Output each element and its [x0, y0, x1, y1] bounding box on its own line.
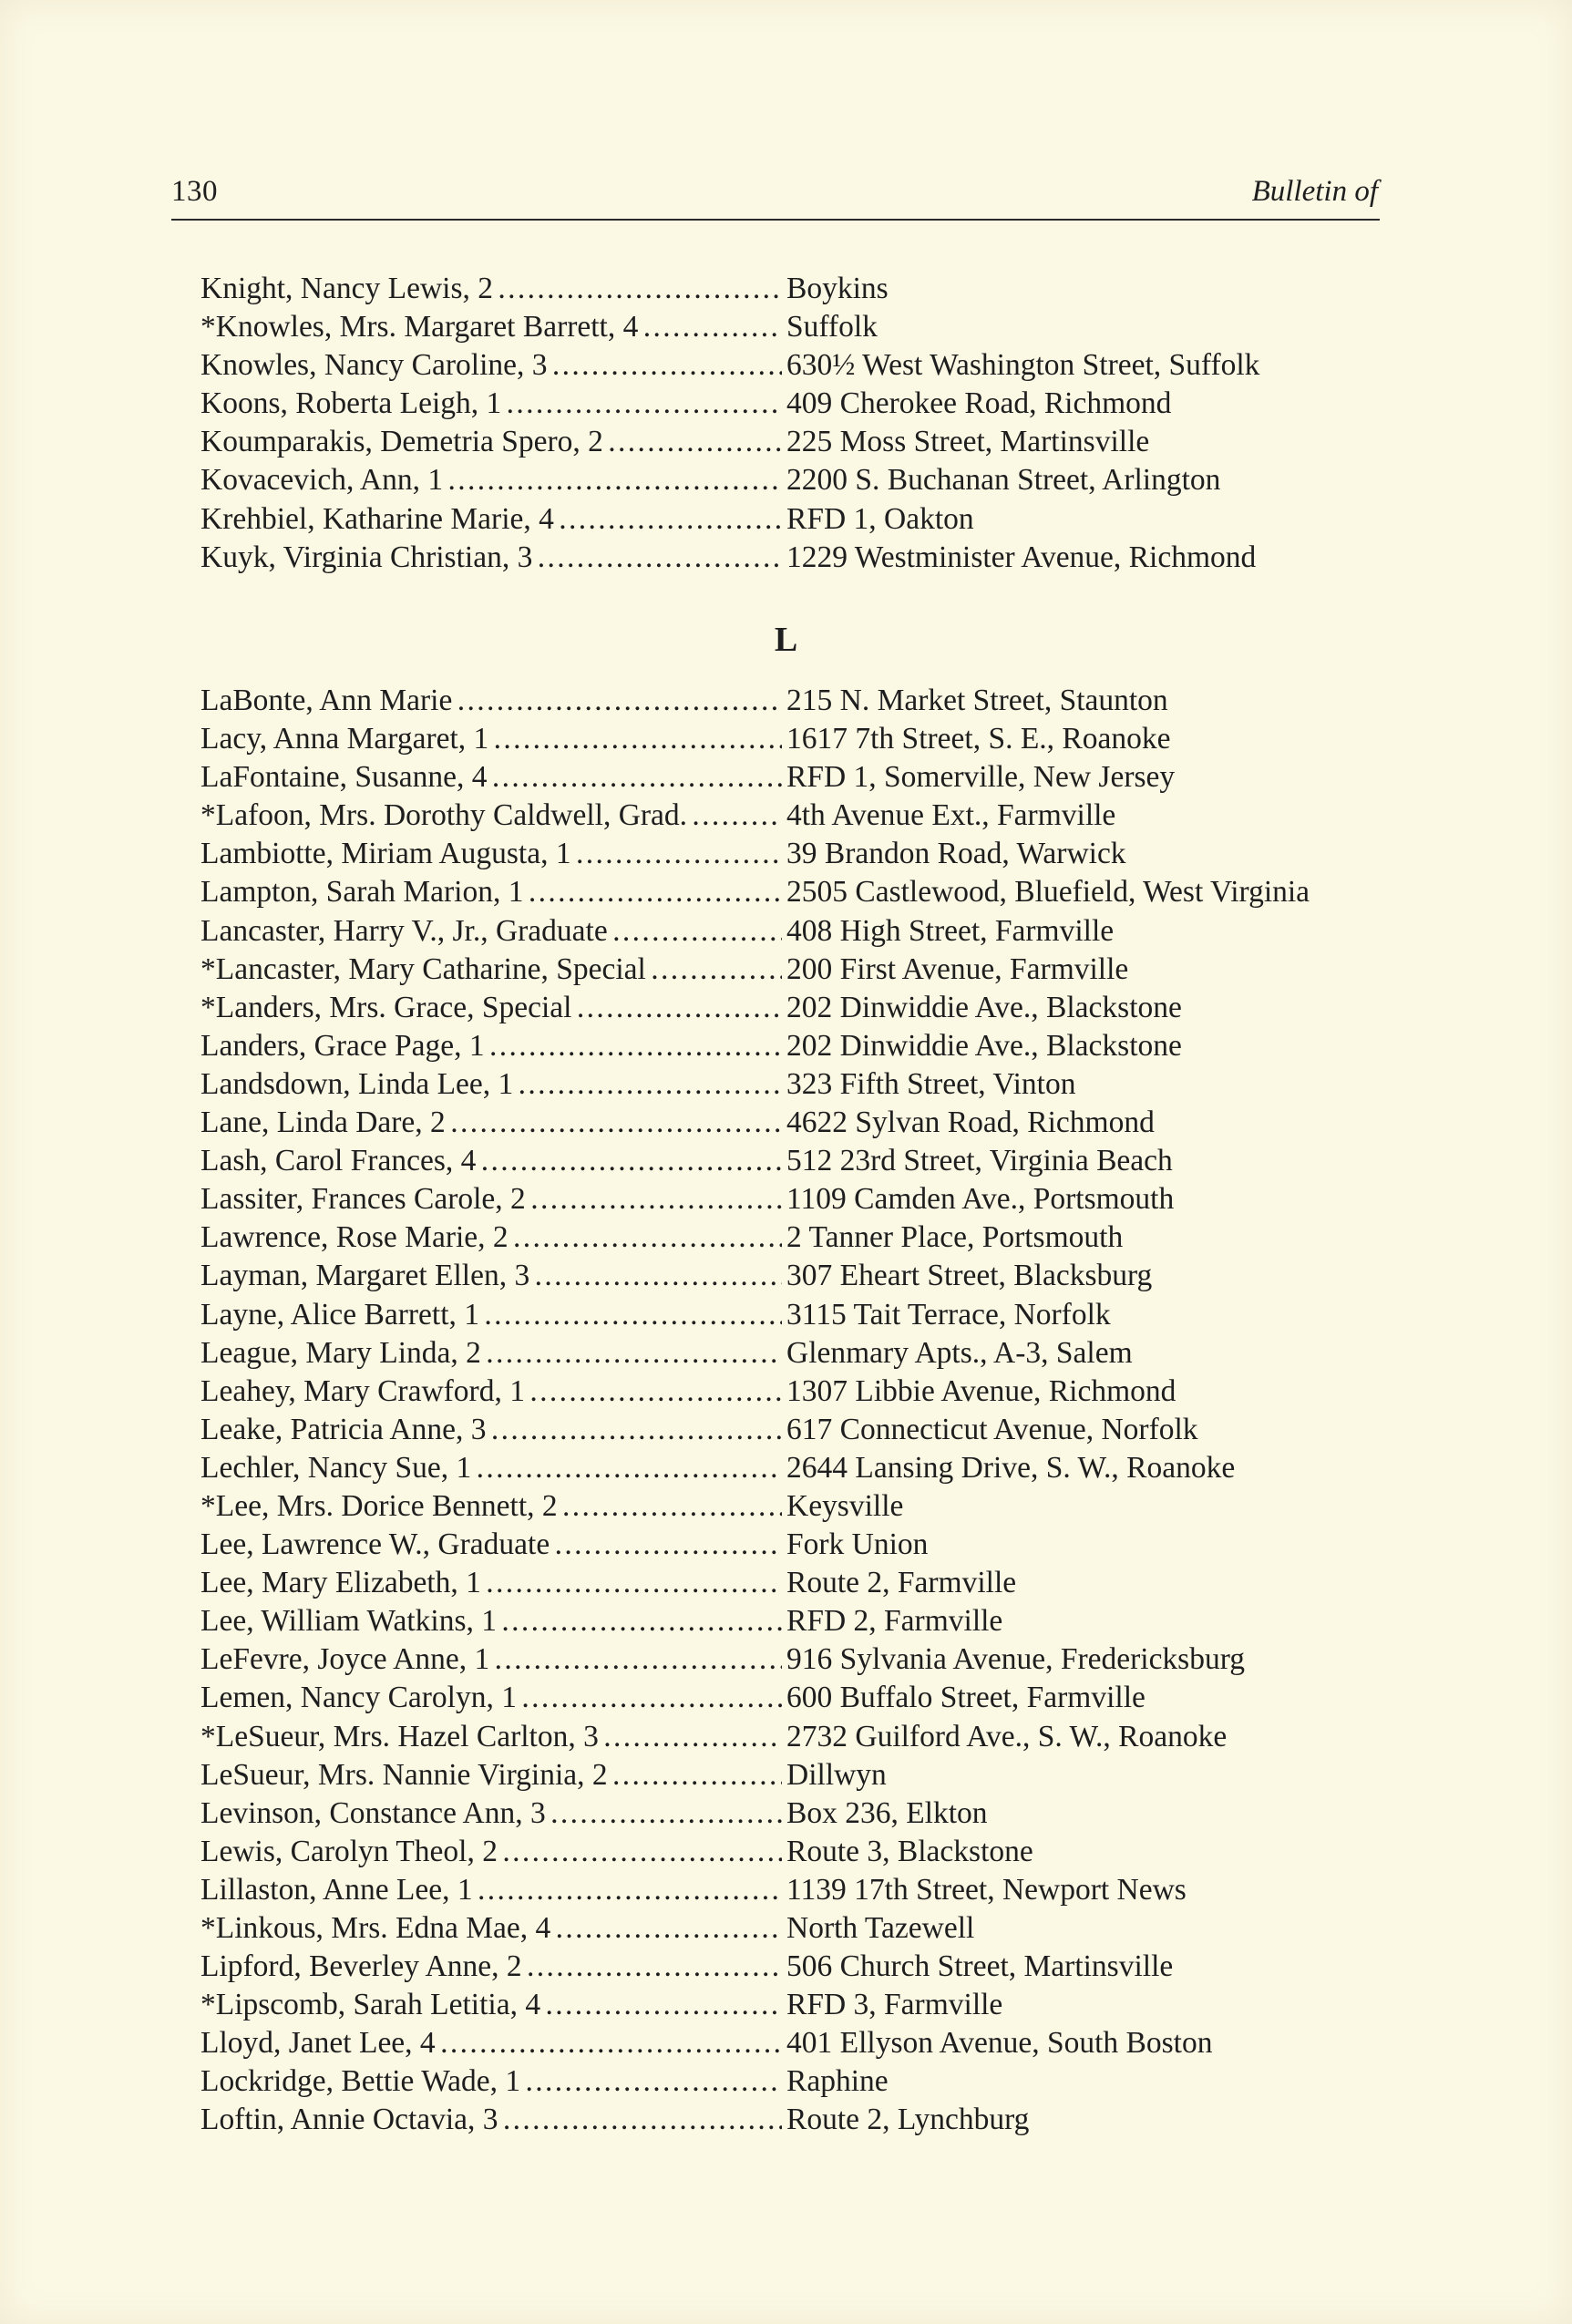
- entry-address: 2 Tanner Place, Portsmouth: [786, 1220, 1124, 1255]
- entry-name-text: Kuyk, Virginia Christian, 3: [200, 540, 533, 574]
- entry-name: [200, 1909, 782, 1948]
- directory-entry: [200, 385, 1403, 423]
- entry-address: Boykins: [786, 272, 889, 305]
- entry-name-text: LeSueur, Mrs. Nannie Virginia, 2: [200, 1757, 608, 1792]
- directory-section-k: [200, 270, 1403, 577]
- entry-address: 2505 Castlewood, Bluefield, West Virginia: [786, 875, 1310, 910]
- entry-name: [200, 461, 782, 499]
- entry-address: 408 High Street, Farmville: [786, 913, 1115, 948]
- entry-name: [200, 1986, 782, 2024]
- entry-name-text: Lockridge, Bettie Wade, 1: [200, 2064, 521, 2099]
- entry-name: [200, 346, 782, 385]
- directory-entry: [200, 308, 1403, 346]
- entry-name: [200, 1602, 782, 1640]
- directory-entry: [200, 1526, 1403, 1564]
- running-head: Bulletin of: [1251, 175, 1378, 208]
- entry-name-text: Lancaster, Harry V., Jr., Graduate: [200, 913, 608, 948]
- entry-address: Route 2, Lynchburg: [786, 2103, 1030, 2137]
- entry-name: [200, 2062, 782, 2101]
- directory-entry: [200, 720, 1403, 758]
- entry-address: 2200 S. Buchanan Street, Arlington: [786, 463, 1221, 498]
- entry-name-text: Levinson, Constance Ann, 3: [200, 1795, 546, 1830]
- entry-name: [200, 1180, 782, 1219]
- entry-name: [200, 1756, 782, 1794]
- entry-name-text: Kovacevich, Ann, 1: [200, 463, 444, 498]
- entry-address: Route 3, Blackstone: [786, 1834, 1033, 1868]
- section-letter-heading-wrap: [0, 620, 1572, 665]
- directory-entry: [200, 989, 1403, 1027]
- entry-name-text: Lewis, Carolyn Theol, 2: [200, 1834, 498, 1868]
- directory-entry: [200, 539, 1403, 577]
- entry-name-text: *Lipscomb, Sarah Letitia, 4: [200, 1988, 541, 2022]
- page-number: 130: [171, 175, 218, 208]
- entry-address: Box 236, Elkton: [786, 1795, 988, 1830]
- entry-name: [200, 1219, 782, 1257]
- entry-address: Route 2, Farmville: [786, 1566, 1017, 1600]
- entry-name: [200, 1871, 782, 1909]
- entry-name-text: Lawrence, Rose Marie, 2: [200, 1220, 509, 1255]
- entry-name-text: Krehbiel, Katharine Marie, 4: [200, 501, 554, 536]
- entry-name-text: Lipford, Beverley Anne, 2: [200, 1949, 522, 1984]
- entry-name: [200, 1718, 782, 1756]
- entry-name-text: Lee, William Watkins, 1: [200, 1604, 498, 1639]
- directory-entry: [200, 1833, 1403, 1871]
- entry-name: [200, 385, 782, 423]
- entry-name: [200, 758, 782, 797]
- entry-address: RFD 3, Farmville: [786, 1988, 1003, 2022]
- entry-name: [200, 1948, 782, 1986]
- entry-address: 215 N. Market Street, Staunton: [786, 684, 1168, 717]
- entry-name-text: Leake, Patricia Anne, 3: [200, 1412, 487, 1446]
- entry-name-text: LeFevre, Joyce Anne, 1: [200, 1642, 490, 1677]
- entry-name-text: *Lancaster, Mary Catharine, Special: [200, 951, 646, 986]
- entry-name-text: LaBonte, Ann Marie: [200, 684, 453, 717]
- entry-address: 1617 7th Street, S. E., Roanoke: [786, 722, 1171, 756]
- entry-name: [200, 835, 782, 873]
- entry-address: 4th Avenue Ext., Farmville: [786, 798, 1116, 833]
- directory-entry: [200, 1334, 1403, 1373]
- entry-name: [200, 1373, 782, 1411]
- directory-entry: [200, 682, 1403, 720]
- entry-address: 225 Moss Street, Martinsville: [786, 425, 1150, 459]
- entry-name: [200, 720, 782, 758]
- entry-address: 1229 Westminister Avenue, Richmond: [786, 540, 1257, 574]
- entry-name: [200, 1679, 782, 1717]
- entry-name-text: Layne, Alice Barrett, 1: [200, 1297, 480, 1332]
- entry-name: [200, 1487, 782, 1526]
- directory-entry: [200, 1296, 1403, 1334]
- entry-name: [200, 1449, 782, 1487]
- entry-name-text: Loftin, Annie Octavia, 3: [200, 2103, 498, 2137]
- entry-address: 200 First Avenue, Farmville: [786, 951, 1129, 986]
- entry-name-text: Lambiotte, Miriam Augusta, 1: [200, 837, 571, 871]
- entry-name-text: *Landers, Mrs. Grace, Special: [200, 990, 572, 1024]
- entry-name-text: Knowles, Nancy Caroline, 3: [200, 348, 548, 383]
- directory-entry: [200, 1679, 1403, 1717]
- entry-address: 506 Church Street, Martinsville: [786, 1949, 1174, 1984]
- directory-entry: [200, 1871, 1403, 1909]
- directory-entry: [200, 1065, 1403, 1104]
- directory-entry: [200, 2024, 1403, 2062]
- entry-address: 1307 Libbie Avenue, Richmond: [786, 1373, 1176, 1408]
- entry-address: 512 23rd Street, Virginia Beach: [786, 1144, 1173, 1178]
- entry-name: [200, 873, 782, 911]
- entry-address: RFD 2, Farmville: [786, 1604, 1003, 1639]
- directory-entry: [200, 461, 1403, 499]
- directory-entry: [200, 1180, 1403, 1219]
- directory-entry: [200, 1909, 1403, 1948]
- entry-name: [200, 1334, 782, 1373]
- entry-name: [200, 1027, 782, 1065]
- entry-name: [200, 1065, 782, 1104]
- entry-address: 202 Dinwiddie Ave., Blackstone: [786, 1028, 1182, 1063]
- entry-name: [200, 2024, 782, 2062]
- directory-entry: [200, 1564, 1403, 1602]
- directory-entry: [200, 1257, 1403, 1295]
- entry-name-text: League, Mary Linda, 2: [200, 1335, 481, 1370]
- entry-name-text: Leahey, Mary Crawford, 1: [200, 1373, 525, 1408]
- entry-address: 401 Ellyson Avenue, South Boston: [786, 2026, 1213, 2061]
- directory-entry: [200, 1027, 1403, 1065]
- entry-name: [200, 500, 782, 539]
- entry-name-text: *Knowles, Mrs. Margaret Barrett, 4: [200, 310, 639, 344]
- directory-entry: [200, 758, 1403, 797]
- entry-name-text: *LeSueur, Mrs. Hazel Carlton, 3: [200, 1719, 599, 1753]
- entry-name: [200, 1257, 782, 1295]
- directory-entry: [200, 873, 1403, 911]
- entry-address: RFD 1, Oakton: [786, 501, 974, 536]
- entry-name-text: *Linkous, Mrs. Edna Mae, 4: [200, 1911, 551, 1945]
- directory-entry: [200, 797, 1403, 835]
- entry-name-text: Landsdown, Linda Lee, 1: [200, 1066, 514, 1101]
- entry-name-text: *Lafoon, Mrs. Dorothy Caldwell, Grad.: [200, 798, 688, 833]
- entry-name: [200, 682, 782, 720]
- directory-entry: [200, 2062, 1403, 2101]
- entry-name-text: Lash, Carol Frances, 4: [200, 1144, 477, 1178]
- entry-name-text: Lee, Mary Elizabeth, 1: [200, 1566, 481, 1600]
- entry-name-text: Lillaston, Anne Lee, 1: [200, 1872, 473, 1907]
- entry-name-text: Layman, Margaret Ellen, 3: [200, 1259, 530, 1293]
- directory-entry: [200, 835, 1403, 873]
- entry-name-text: Lechler, Nancy Sue, 1: [200, 1450, 472, 1485]
- section-letter-heading: L: [774, 621, 798, 659]
- entry-name: [200, 1526, 782, 1564]
- directory-section-l: [200, 682, 1403, 2140]
- entry-name: [200, 1104, 782, 1142]
- entry-address: 4622 Sylvan Road, Richmond: [786, 1105, 1155, 1140]
- entry-name: [200, 912, 782, 951]
- entry-address: 617 Connecticut Avenue, Norfolk: [786, 1412, 1198, 1446]
- directory-entry: [200, 1449, 1403, 1487]
- entry-name-text: LaFontaine, Susanne, 4: [200, 760, 488, 795]
- entry-name: [200, 539, 782, 577]
- entry-name: [200, 797, 782, 835]
- entry-name: [200, 308, 782, 346]
- entry-address: Dillwyn: [786, 1757, 887, 1792]
- entry-name-text: Koons, Roberta Leigh, 1: [200, 386, 502, 421]
- directory-entry: [200, 1104, 1403, 1142]
- entry-name-text: Lloyd, Janet Lee, 4: [200, 2026, 436, 2061]
- directory-entry: [200, 1142, 1403, 1180]
- entry-address: 916 Sylvania Avenue, Fredericksburg: [786, 1642, 1246, 1677]
- entry-address: 1139 17th Street, Newport News: [786, 1872, 1187, 1907]
- entry-address: Raphine: [786, 2064, 889, 2099]
- directory-entry: [200, 1948, 1403, 1986]
- entry-name: [200, 989, 782, 1027]
- entry-name: [200, 1564, 782, 1602]
- directory-entry: [200, 1718, 1403, 1756]
- entry-name-text: Lemen, Nancy Carolyn, 1: [200, 1681, 517, 1715]
- entry-address: 600 Buffalo Street, Farmville: [786, 1681, 1146, 1715]
- page-header: [171, 162, 1380, 221]
- entry-name-text: Koumparakis, Demetria Spero, 2: [200, 425, 603, 459]
- entry-address: 202 Dinwiddie Ave., Blackstone: [786, 990, 1182, 1024]
- directory-entry: [200, 1373, 1403, 1411]
- directory-entry: [200, 951, 1403, 989]
- entry-address: 39 Brandon Road, Warwick: [786, 837, 1126, 871]
- entry-name-text: Landers, Grace Page, 1: [200, 1028, 485, 1063]
- entry-name: [200, 2101, 782, 2139]
- entry-address: Suffolk: [786, 310, 878, 344]
- directory-entry: [200, 270, 1403, 308]
- directory-entry: [200, 1602, 1403, 1640]
- entry-name-text: Knight, Nancy Lewis, 2: [200, 272, 493, 305]
- entry-name: [200, 951, 782, 989]
- entry-address: 409 Cherokee Road, Richmond: [786, 386, 1172, 421]
- entry-name-text: Lane, Linda Dare, 2: [200, 1105, 446, 1140]
- entry-address: 2644 Lansing Drive, S. W., Roanoke: [786, 1450, 1236, 1485]
- entry-address: 630½ West Washington Street, Suffolk: [786, 348, 1260, 383]
- entry-address: North Tazewell: [786, 1911, 975, 1945]
- entry-address: 307 Eheart Street, Blacksburg: [786, 1259, 1153, 1293]
- directory-entry: [200, 1756, 1403, 1794]
- entry-address: 1109 Camden Ave., Portsmouth: [786, 1182, 1175, 1217]
- entry-name: [200, 1411, 782, 1449]
- directory-entry: [200, 1411, 1403, 1449]
- directory-entry: [200, 1640, 1403, 1679]
- directory-entry: [200, 500, 1403, 539]
- entry-address: RFD 1, Somerville, New Jersey: [786, 760, 1176, 795]
- entry-address: Keysville: [786, 1488, 904, 1523]
- entry-name-text: Lacy, Anna Margaret, 1: [200, 722, 489, 756]
- entry-address: Glenmary Apts., A-3, Salem: [786, 1335, 1133, 1370]
- entry-name-text: Lee, Lawrence W., Graduate: [200, 1527, 550, 1562]
- directory-entry: [200, 346, 1403, 385]
- entry-name-text: *Lee, Mrs. Dorice Bennett, 2: [200, 1488, 558, 1523]
- entry-name: [200, 423, 782, 461]
- entry-name-text: Lampton, Sarah Marion, 1: [200, 875, 524, 910]
- entry-name: [200, 1640, 782, 1679]
- directory-entry: [200, 2101, 1403, 2139]
- entry-name-text: Lassiter, Frances Carole, 2: [200, 1182, 526, 1217]
- directory-entry: [200, 912, 1403, 951]
- entry-name: [200, 270, 782, 308]
- entry-name: [200, 1794, 782, 1833]
- directory-entry: [200, 1794, 1403, 1833]
- entry-address: Fork Union: [786, 1527, 929, 1562]
- entry-address: 3115 Tait Terrace, Norfolk: [786, 1297, 1111, 1332]
- entry-address: 2732 Guilford Ave., S. W., Roanoke: [786, 1719, 1228, 1753]
- directory-entry: [200, 1219, 1403, 1257]
- directory-entry: [200, 1986, 1403, 2024]
- directory-entry: [200, 1487, 1403, 1526]
- directory-entry: [200, 423, 1403, 461]
- entry-address: 323 Fifth Street, Vinton: [786, 1066, 1076, 1101]
- entry-name: [200, 1142, 782, 1180]
- entry-name: [200, 1296, 782, 1334]
- entry-name: [200, 1833, 782, 1871]
